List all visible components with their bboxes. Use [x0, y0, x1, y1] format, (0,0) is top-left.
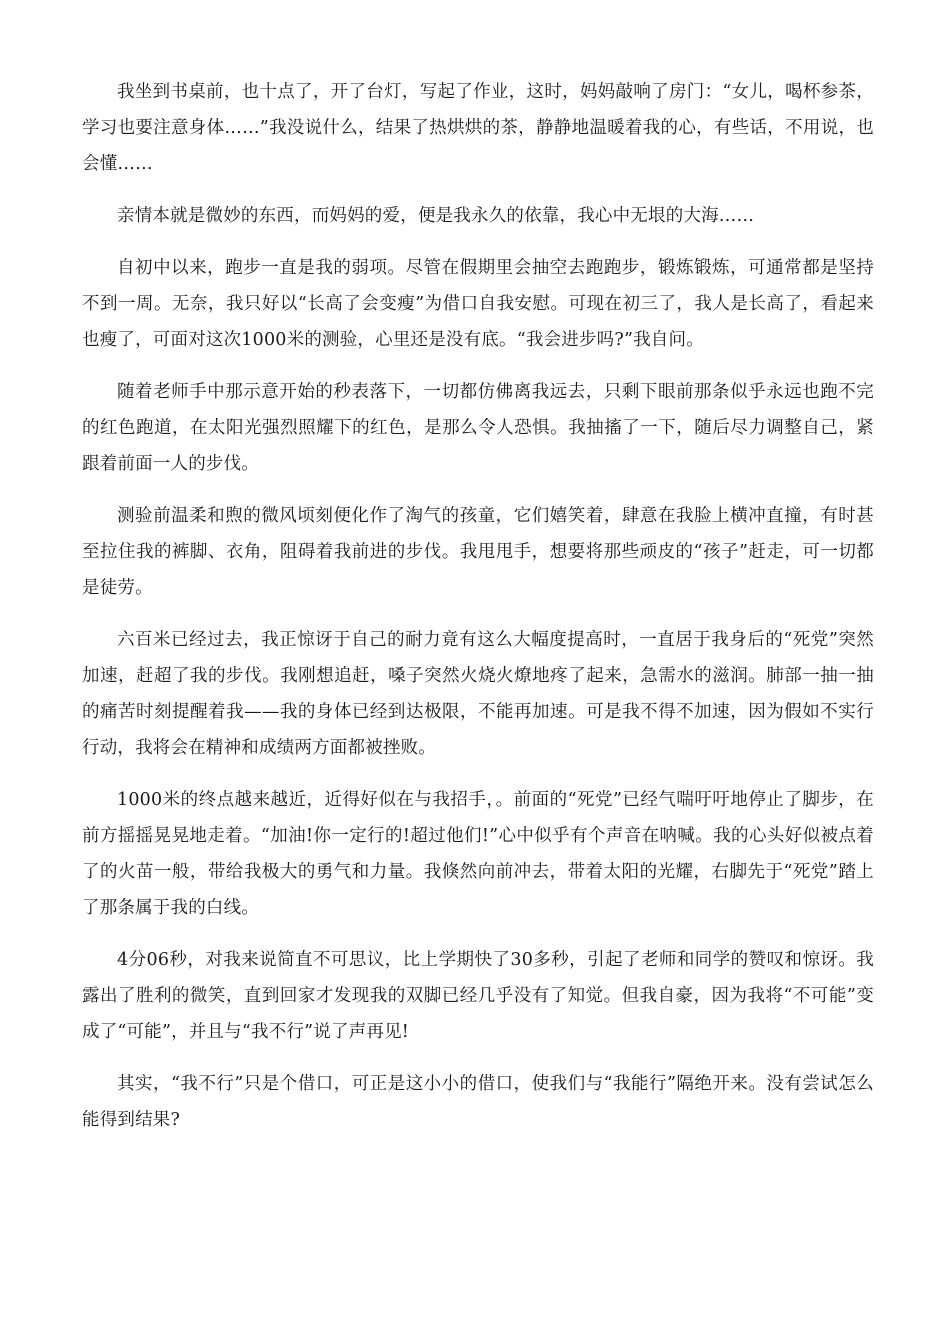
paragraph: 随着老师手中那示意开始的秒表落下，一切都仿佛离我远去，只剩下眼前那条似乎永远也跑不完的红色跑道，在太阳光强烈照耀下的红色，是那么令人恐惧。我抽搐了一下，随后尽力调整自己，紧跟着前面一人的步伐。: [82, 382, 874, 474]
paragraph: 4分06秒，对我来说简直不可思议，比上学期快了30多秒，引起了老师和同学的赞叹和惊讶。我露出了胜利的微笑，直到回家才发现我的双脚已经几乎没有了知觉。但我自豪，因为我将“不可能”变成了“可能”，并且与“我不行”说了声再见!: [82, 950, 874, 1042]
paragraph: 其实，“我不行”只是个借口，可正是这小小的借口，使我们与“我能行”隔绝开来。没有尝试怎么能得到结果?: [82, 1074, 874, 1130]
paragraph: 自初中以来，跑步一直是我的弱项。尽管在假期里会抽空去跑跑步，锻炼锻炼，可通常都是坚持不到一周。无奈，我只好以“长高了会变瘦”为借口自我安慰。可现在初三了，我人是长高了，看起来也瘦了，可面对这次1000米的测验，心里还是没有底。“我会进步吗?”我自问。: [82, 258, 874, 350]
paragraph: 亲情本就是微妙的东西，而妈妈的爱，便是我永久的依靠，我心中无垠的大海……: [117, 206, 755, 226]
paragraph: 我坐到书桌前，也十点了，开了台灯，写起了作业，这时，妈妈敲响了房门：“女儿，喝杯参茶，学习也要注意身体……”我没说什么，结果了热烘烘的茶，静静地温暖着我的心，有些话，不用说，也会懂……: [82, 82, 874, 174]
paragraph: 1000米的终点越来越近，近得好似在与我招手，。前面的“死党”已经气喘吁吁地停止了脚步，在前方摇摇晃晃地走着。“加油!你一定行的!超过他们!”心中似乎有个声音在呐喊。我的心头好似被点着了的火苗一般，带给我极大的勇气和力量。我倏然向前冲去，带着太阳的光耀，右脚先于“死党”踏上了那条属于我的白线。: [82, 790, 874, 918]
document-body: [82, 74, 874, 1154]
paragraph: 六百米已经过去，我正惊讶于自己的耐力竟有这么大幅度提高时，一直居于我身后的“死党”突然加速，赶超了我的步伐。我刚想追赶，嗓子突然火烧火燎地疼了起来，急需水的滋润。肺部一抽一抽的痛苦时刻提醒着我——我的身体已经到达极限，不能再加速。可是我不得不加速，因为假如不实行行动，我将会在精神和成绩两方面都被挫败。: [82, 630, 874, 758]
paragraph: 测验前温柔和煦的微风顷刻便化作了淘气的孩童，它们嬉笑着，肆意在我脸上横冲直撞，有时甚至拉住我的裤脚、衣角，阻碍着我前进的步伐。我甩甩手，想要将那些顽皮的“孩子”赶走，可一切都是徒劳。: [82, 506, 874, 598]
